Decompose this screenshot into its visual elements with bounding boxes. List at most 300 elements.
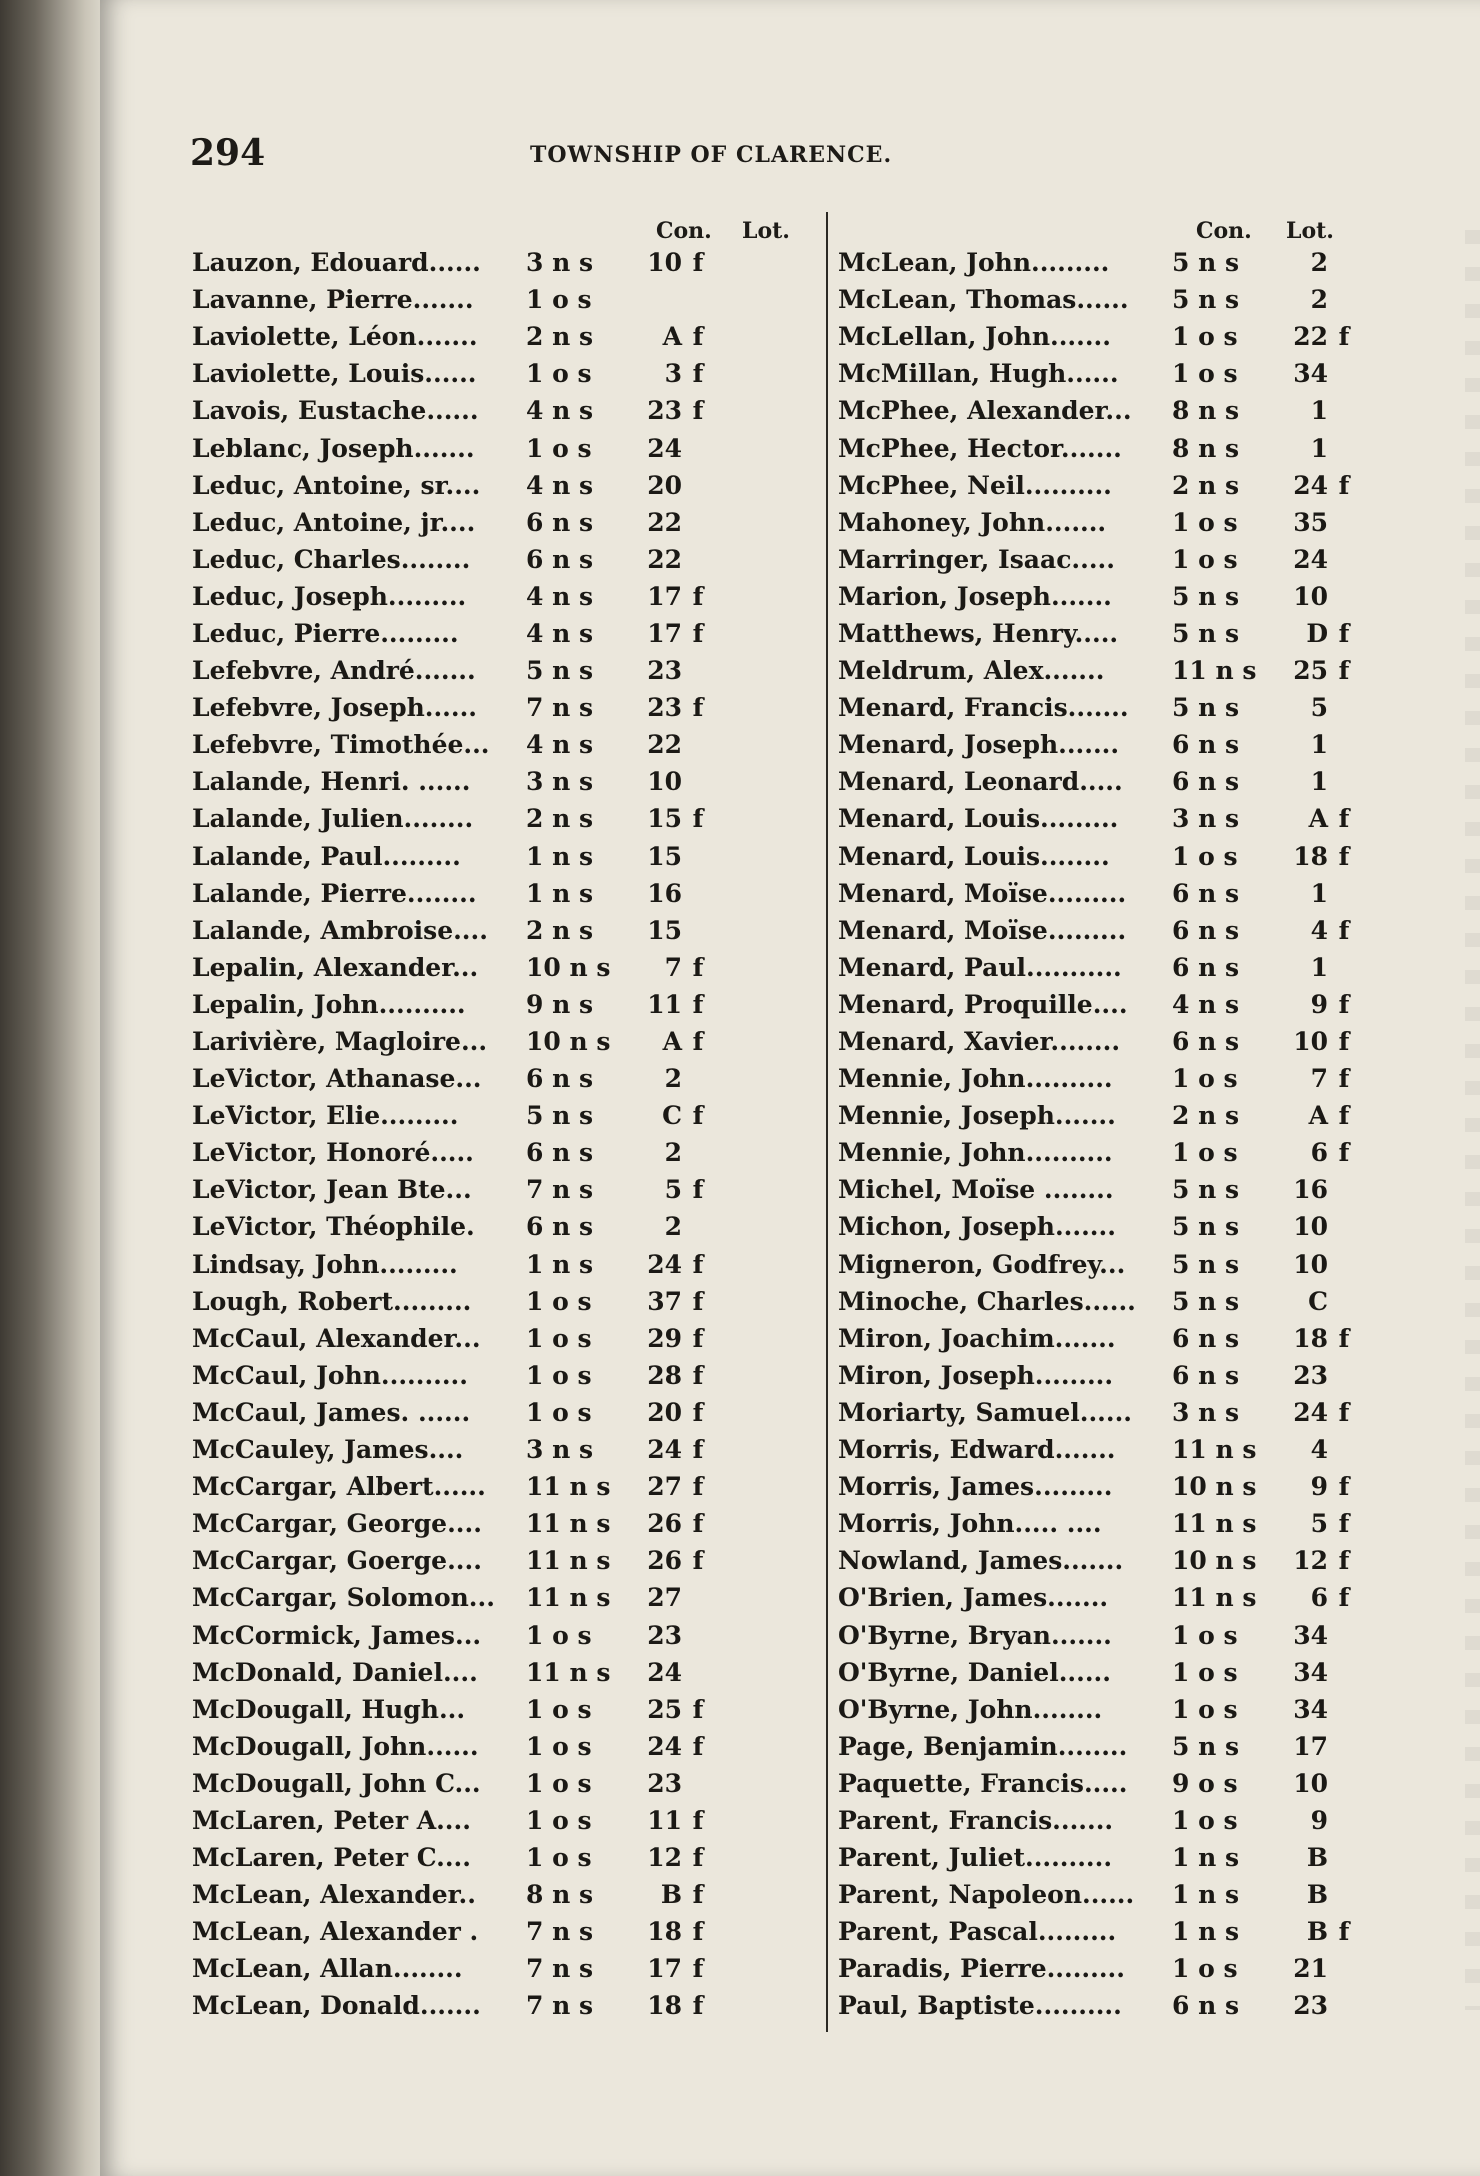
entry-concession: 5 n s <box>1172 1286 1240 1316</box>
entry-name: LeVictor, Honoré..... <box>192 1138 474 1168</box>
entry-flag: f <box>1338 1101 1350 1131</box>
list-item <box>192 1876 732 1913</box>
entry-concession: 6 n s <box>1172 730 1240 760</box>
entry-flag: f <box>692 1843 704 1873</box>
list-item <box>838 1357 1378 1394</box>
list-item <box>192 1839 732 1876</box>
entry-concession: 1 o s <box>526 433 592 463</box>
entry-name: Morris, John..... .... <box>838 1509 1102 1539</box>
entry-flag: f <box>1338 1138 1350 1168</box>
entry-lot: 10 <box>1293 1027 1328 1057</box>
entry-concession: 1 n s <box>526 841 594 871</box>
entry-lot: 10 <box>1293 581 1328 611</box>
entry-flag: f <box>1338 618 1350 648</box>
entry-lot: 15 <box>647 804 682 834</box>
entry-flag: f <box>1338 1546 1350 1576</box>
entry-name: O'Byrne, Daniel...... <box>838 1657 1111 1687</box>
entry-concession: 6 n s <box>526 544 594 574</box>
entry-lot: C <box>662 1101 682 1131</box>
entry-name: Lalande, Julien........ <box>192 804 474 834</box>
entry-concession: 3 n s <box>526 248 594 278</box>
entry-lot: 24 <box>1293 470 1328 500</box>
right-column <box>838 244 1378 2025</box>
list-item <box>192 763 732 800</box>
entry-name: O'Byrne, John........ <box>838 1694 1103 1724</box>
entry-concession: 9 o s <box>1172 1768 1238 1798</box>
list-item <box>838 1468 1378 1505</box>
entry-lot: 9 <box>1310 1805 1328 1835</box>
entry-lot: 24 <box>1293 1397 1328 1427</box>
list-item <box>192 1654 732 1691</box>
entry-concession: 8 n s <box>1172 433 1240 463</box>
entry-name: Menard, Leonard..... <box>838 767 1123 797</box>
list-item <box>192 1246 732 1283</box>
entry-name: McMillan, Hugh...... <box>838 359 1119 389</box>
entry-concession: 1 n s <box>1172 1843 1240 1873</box>
entry-concession: 6 n s <box>1172 915 1240 945</box>
entry-lot: 6 <box>1310 1138 1328 1168</box>
entry-lot: 26 <box>647 1546 682 1576</box>
entry-name: Lefebvre, Timothée... <box>192 730 490 760</box>
entry-lot: B <box>1306 1917 1328 1947</box>
entry-flag: f <box>692 1991 704 2021</box>
entry-concession: 10 n s <box>526 1027 611 1057</box>
entry-name: LeVictor, Athanase... <box>192 1064 482 1094</box>
entry-lot: 22 <box>1293 322 1328 352</box>
entry-name: McLean, John......... <box>838 248 1110 278</box>
list-item <box>838 615 1378 652</box>
entry-concession: 6 n s <box>1172 952 1240 982</box>
list-item <box>192 1987 732 2024</box>
entry-concession: 6 n s <box>1172 1360 1240 1390</box>
entry-concession: 3 n s <box>526 1435 594 1465</box>
entry-lot: D <box>1306 618 1328 648</box>
entry-concession: 6 n s <box>526 1138 594 1168</box>
entry-lot: C <box>1308 1286 1328 1316</box>
list-item <box>838 949 1378 986</box>
entry-name: McCargar, Goerge.... <box>192 1546 482 1576</box>
entry-lot: 37 <box>647 1286 682 1316</box>
entry-flag: f <box>1338 841 1350 871</box>
page-title: TOWNSHIP OF CLARENCE. <box>530 142 893 168</box>
list-item <box>192 504 732 541</box>
entry-lot: 5 <box>664 1175 682 1205</box>
list-item <box>192 1320 732 1357</box>
entry-concession: 2 n s <box>526 322 594 352</box>
entry-name: McDonald, Daniel.... <box>192 1657 478 1687</box>
entry-lot: 34 <box>1293 1620 1328 1650</box>
list-item <box>192 355 732 392</box>
entry-lot: 9 <box>1310 1472 1328 1502</box>
entry-name: Lepalin, John.......... <box>192 989 466 1019</box>
entry-lot: 23 <box>1293 1360 1328 1390</box>
list-item <box>192 578 732 615</box>
entry-concession: 5 n s <box>1172 1731 1240 1761</box>
entry-name: O'Byrne, Bryan....... <box>838 1620 1112 1650</box>
entry-name: Meldrum, Alex....... <box>838 656 1105 686</box>
entry-flag: f <box>692 693 704 723</box>
entry-lot: 10 <box>1293 1249 1328 1279</box>
entry-name: Parent, Napoleon...... <box>838 1880 1135 1910</box>
list-item <box>192 1431 732 1468</box>
entry-name: Mahoney, John....... <box>838 507 1107 537</box>
list-item <box>192 1468 732 1505</box>
entry-flag: f <box>1338 656 1350 686</box>
list-item <box>192 1950 732 1987</box>
entry-concession: 5 n s <box>1172 618 1240 648</box>
entry-name: McCaul, James. ...... <box>192 1397 471 1427</box>
entry-name: Leduc, Charles........ <box>192 544 471 574</box>
entry-name: Paradis, Pierre......... <box>838 1954 1125 1984</box>
list-item <box>192 1023 732 1060</box>
list-item <box>192 1505 732 1542</box>
entry-name: Marion, Joseph....... <box>838 581 1112 611</box>
list-item <box>192 949 732 986</box>
entry-name: McLean, Alexander . <box>192 1917 479 1947</box>
list-item <box>192 1134 732 1171</box>
entry-concession: 7 n s <box>526 1917 594 1947</box>
list-item <box>838 1579 1378 1616</box>
entry-name: LeVictor, Jean Bte... <box>192 1175 472 1205</box>
entry-lot: 7 <box>664 952 682 982</box>
entry-lot: 3 <box>664 359 682 389</box>
entry-name: Leblanc, Joseph....... <box>192 433 475 463</box>
entry-name: Menard, Joseph....... <box>838 730 1120 760</box>
list-item <box>838 355 1378 392</box>
entry-name: McLean, Thomas...... <box>838 285 1129 315</box>
entry-name: Leduc, Pierre......... <box>192 618 459 648</box>
entry-lot: 17 <box>1293 1731 1328 1761</box>
list-item <box>838 986 1378 1023</box>
entry-name: McCauley, James.... <box>192 1435 464 1465</box>
entry-name: McCaul, John.......... <box>192 1360 468 1390</box>
left-con-header: Con. <box>656 218 712 244</box>
entry-flag: f <box>692 1323 704 1353</box>
list-item <box>838 1431 1378 1468</box>
entry-concession: 6 n s <box>526 507 594 537</box>
entry-concession: 1 n s <box>1172 1917 1240 1947</box>
entry-concession: 5 n s <box>1172 581 1240 611</box>
bleed-through-text <box>1465 230 1480 2010</box>
entry-name: Morris, James......... <box>838 1472 1113 1502</box>
entry-name: McDougall, John...... <box>192 1731 479 1761</box>
list-item <box>192 392 732 429</box>
entry-concession: 1 o s <box>526 1843 592 1873</box>
entry-lot: A <box>662 1027 682 1057</box>
entry-flag: f <box>692 1286 704 1316</box>
entry-concession: 1 o s <box>526 1694 592 1724</box>
page-number: 294 <box>190 132 266 174</box>
entry-concession: 2 n s <box>526 804 594 834</box>
list-item <box>838 1913 1378 1950</box>
entry-lot: 18 <box>1293 841 1328 871</box>
entry-name: Nowland, James....... <box>838 1546 1124 1576</box>
entry-lot: 2 <box>1310 248 1328 278</box>
entry-name: Leduc, Antoine, sr.... <box>192 470 481 500</box>
entry-flag: f <box>692 359 704 389</box>
list-item <box>838 1208 1378 1245</box>
list-item <box>192 1097 732 1134</box>
entry-concession: 1 o s <box>1172 841 1238 871</box>
entry-lot: 10 <box>647 767 682 797</box>
entry-lot: B <box>1306 1843 1328 1873</box>
entry-flag: f <box>692 1954 704 1984</box>
entry-concession: 1 o s <box>1172 544 1238 574</box>
entry-lot: 24 <box>647 1657 682 1687</box>
entry-flag: f <box>1338 1397 1350 1427</box>
entry-name: Lalande, Pierre........ <box>192 878 477 908</box>
entry-name: McPhee, Neil.......... <box>838 470 1112 500</box>
entry-concession: 5 n s <box>1172 248 1240 278</box>
entry-concession: 1 o s <box>526 1768 592 1798</box>
entry-lot: 24 <box>1293 544 1328 574</box>
entry-name: Parent, Francis....... <box>838 1805 1114 1835</box>
entry-name: Menard, Xavier........ <box>838 1027 1121 1057</box>
entry-flag: f <box>692 248 704 278</box>
entry-lot: A <box>662 322 682 352</box>
entry-lot: 24 <box>647 1249 682 1279</box>
entry-concession: 6 n s <box>1172 1991 1240 2021</box>
right-con-header: Con. <box>1196 218 1252 244</box>
entry-flag: f <box>692 804 704 834</box>
entry-flag: f <box>692 1435 704 1465</box>
entry-concession: 1 o s <box>1172 1954 1238 1984</box>
entry-name: Lindsay, John......... <box>192 1249 458 1279</box>
entry-concession: 1 o s <box>526 1620 592 1650</box>
entry-lot: 7 <box>1310 1064 1328 1094</box>
entry-concession: 5 n s <box>1172 1249 1240 1279</box>
entry-lot: 15 <box>647 841 682 871</box>
list-item <box>838 392 1378 429</box>
entry-name: Mennie, John.......... <box>838 1138 1113 1168</box>
list-item <box>838 318 1378 355</box>
entry-name: Lefebvre, André....... <box>192 656 476 686</box>
entry-lot: 12 <box>1293 1546 1328 1576</box>
left-column <box>192 244 732 2025</box>
entry-concession: 7 n s <box>526 1954 594 1984</box>
entry-name: Mennie, Joseph....... <box>838 1101 1116 1131</box>
entry-name: Larivière, Magloire... <box>192 1027 488 1057</box>
entry-flag: f <box>1338 1583 1350 1613</box>
entry-name: Lavois, Eustache...... <box>192 396 479 426</box>
entry-lot: 25 <box>1293 656 1328 686</box>
entry-lot: 11 <box>647 1805 682 1835</box>
entry-name: Lalande, Henri. ...... <box>192 767 471 797</box>
list-item <box>838 726 1378 763</box>
entry-lot: 23 <box>647 396 682 426</box>
entry-name: Lalande, Ambroise.... <box>192 915 488 945</box>
entry-flag: f <box>1338 1064 1350 1094</box>
entry-concession: 5 n s <box>1172 285 1240 315</box>
entry-flag: f <box>692 618 704 648</box>
entry-lot: 22 <box>647 730 682 760</box>
list-item <box>192 1765 732 1802</box>
list-item <box>838 1542 1378 1579</box>
left-lot-header: Lot. <box>742 218 790 244</box>
entry-flag: f <box>692 952 704 982</box>
entry-concession: 4 n s <box>1172 989 1240 1019</box>
entry-name: Leduc, Joseph......... <box>192 581 467 611</box>
entry-concession: 7 n s <box>526 693 594 723</box>
entry-lot: 24 <box>647 433 682 463</box>
entry-flag: f <box>1338 322 1350 352</box>
entry-lot: 1 <box>1310 730 1328 760</box>
entry-flag: f <box>692 1175 704 1205</box>
list-item <box>838 1394 1378 1431</box>
entry-flag: f <box>1338 1027 1350 1057</box>
entry-concession: 11 n s <box>526 1657 611 1687</box>
entry-concession: 2 n s <box>526 915 594 945</box>
entry-concession: 3 n s <box>1172 804 1240 834</box>
entry-lot: 15 <box>647 915 682 945</box>
list-item <box>838 800 1378 837</box>
list-item <box>192 1616 732 1653</box>
entry-concession: 4 n s <box>526 470 594 500</box>
entry-lot: 25 <box>647 1694 682 1724</box>
list-item <box>838 541 1378 578</box>
entry-name: O'Brien, James....... <box>838 1583 1109 1613</box>
entry-name: Parent, Juliet.......... <box>838 1843 1113 1873</box>
entry-concession: 5 n s <box>526 1101 594 1131</box>
entry-flag: f <box>692 989 704 1019</box>
entry-concession: 8 n s <box>526 1880 594 1910</box>
column-divider <box>826 212 828 2032</box>
entry-concession: 1 o s <box>526 1286 592 1316</box>
entry-concession: 10 n s <box>1172 1546 1257 1576</box>
list-item <box>838 467 1378 504</box>
entry-lot: 24 <box>647 1731 682 1761</box>
list-item <box>838 429 1378 466</box>
entry-lot: 6 <box>1310 1583 1328 1613</box>
entry-concession: 11 n s <box>1172 1509 1257 1539</box>
entry-concession: 6 n s <box>526 1064 594 1094</box>
entry-lot: 10 <box>1293 1212 1328 1242</box>
entry-name: Menard, Moïse......... <box>838 878 1127 908</box>
entry-name: Moriarty, Samuel...... <box>838 1397 1132 1427</box>
entry-flag: f <box>692 1397 704 1427</box>
book-spine <box>0 0 100 2176</box>
list-item <box>192 1283 732 1320</box>
entry-name: Mennie, John.......... <box>838 1064 1113 1094</box>
entry-concession: 1 o s <box>1172 507 1238 537</box>
entry-flag: f <box>1338 1323 1350 1353</box>
list-item <box>838 1876 1378 1913</box>
list-item <box>192 838 732 875</box>
list-item <box>838 1616 1378 1653</box>
entry-flag: f <box>1338 1917 1350 1947</box>
list-item <box>192 318 732 355</box>
entry-concession: 11 n s <box>526 1509 611 1539</box>
list-item <box>838 1134 1378 1171</box>
entry-flag: f <box>1338 915 1350 945</box>
entry-name: Matthews, Henry..... <box>838 618 1119 648</box>
entry-concession: 4 n s <box>526 581 594 611</box>
entry-lot: 28 <box>647 1360 682 1390</box>
list-item <box>192 726 732 763</box>
entry-concession: 4 n s <box>526 396 594 426</box>
list-item <box>838 578 1378 615</box>
entry-flag: f <box>692 1731 704 1761</box>
list-item <box>192 912 732 949</box>
entry-lot: 23 <box>647 1768 682 1798</box>
list-item <box>838 1060 1378 1097</box>
entry-name: Michel, Moïse ........ <box>838 1175 1114 1205</box>
entry-name: McLean, Alexander.. <box>192 1880 476 1910</box>
entry-name: Migneron, Godfrey... <box>838 1249 1126 1279</box>
entry-name: Page, Benjamin........ <box>838 1731 1128 1761</box>
right-lot-header: Lot. <box>1286 218 1334 244</box>
list-item <box>838 1802 1378 1839</box>
entry-name: Miron, Joachim....... <box>838 1323 1116 1353</box>
list-item <box>838 1765 1378 1802</box>
entry-flag: f <box>692 396 704 426</box>
entry-name: McCargar, Albert...... <box>192 1472 486 1502</box>
list-item <box>838 1691 1378 1728</box>
entry-name: Paquette, Francis..... <box>838 1768 1128 1798</box>
entry-concession: 1 n s <box>526 878 594 908</box>
entry-lot: 16 <box>1293 1175 1328 1205</box>
list-item <box>192 244 732 281</box>
entry-lot: 23 <box>647 656 682 686</box>
list-item <box>192 541 732 578</box>
page-header <box>190 132 1150 182</box>
entry-concession: 7 n s <box>526 1991 594 2021</box>
entry-lot: A <box>1308 1101 1328 1131</box>
list-item <box>192 1208 732 1245</box>
entry-concession: 6 n s <box>1172 1027 1240 1057</box>
list-item <box>838 1283 1378 1320</box>
entry-concession: 8 n s <box>1172 396 1240 426</box>
entry-name: Lauzon, Edouard...... <box>192 248 481 278</box>
entry-flag: f <box>692 1472 704 1502</box>
entry-concession: 6 n s <box>1172 1323 1240 1353</box>
list-item <box>838 1505 1378 1542</box>
entry-concession: 1 o s <box>1172 1694 1238 1724</box>
entry-concession: 1 o s <box>1172 322 1238 352</box>
entry-name: Lalande, Paul......... <box>192 841 461 871</box>
entry-lot: B <box>1306 1880 1328 1910</box>
list-item <box>192 1802 732 1839</box>
entry-lot: 29 <box>647 1323 682 1353</box>
entry-lot: 17 <box>647 1954 682 1984</box>
entry-lot: 2 <box>1310 285 1328 315</box>
entry-name: McLean, Donald....... <box>192 1991 481 2021</box>
entry-flag: f <box>692 581 704 611</box>
entry-flag: f <box>692 1027 704 1057</box>
entry-name: Menard, Louis......... <box>838 804 1119 834</box>
entry-name: Lefebvre, Joseph...... <box>192 693 477 723</box>
entry-lot: A <box>1308 804 1328 834</box>
entry-name: Menard, Moïse......... <box>838 915 1127 945</box>
entry-concession: 11 n s <box>1172 1435 1257 1465</box>
entry-concession: 1 o s <box>526 1323 592 1353</box>
entry-lot: 2 <box>664 1064 682 1094</box>
entry-concession: 1 o s <box>1172 1138 1238 1168</box>
entry-flag: f <box>1338 470 1350 500</box>
entry-concession: 1 o s <box>1172 1064 1238 1094</box>
entry-name: McLellan, John....... <box>838 322 1111 352</box>
entry-name: Marringer, Isaac..... <box>838 544 1115 574</box>
list-item <box>838 1023 1378 1060</box>
entry-concession: 1 n s <box>1172 1880 1240 1910</box>
entry-flag: f <box>692 1805 704 1835</box>
list-item <box>192 689 732 726</box>
list-item <box>192 1394 732 1431</box>
entry-lot: 4 <box>1310 915 1328 945</box>
entry-lot: 10 <box>1293 1768 1328 1798</box>
entry-concession: 1 o s <box>1172 359 1238 389</box>
entry-concession: 11 n s <box>526 1583 611 1613</box>
